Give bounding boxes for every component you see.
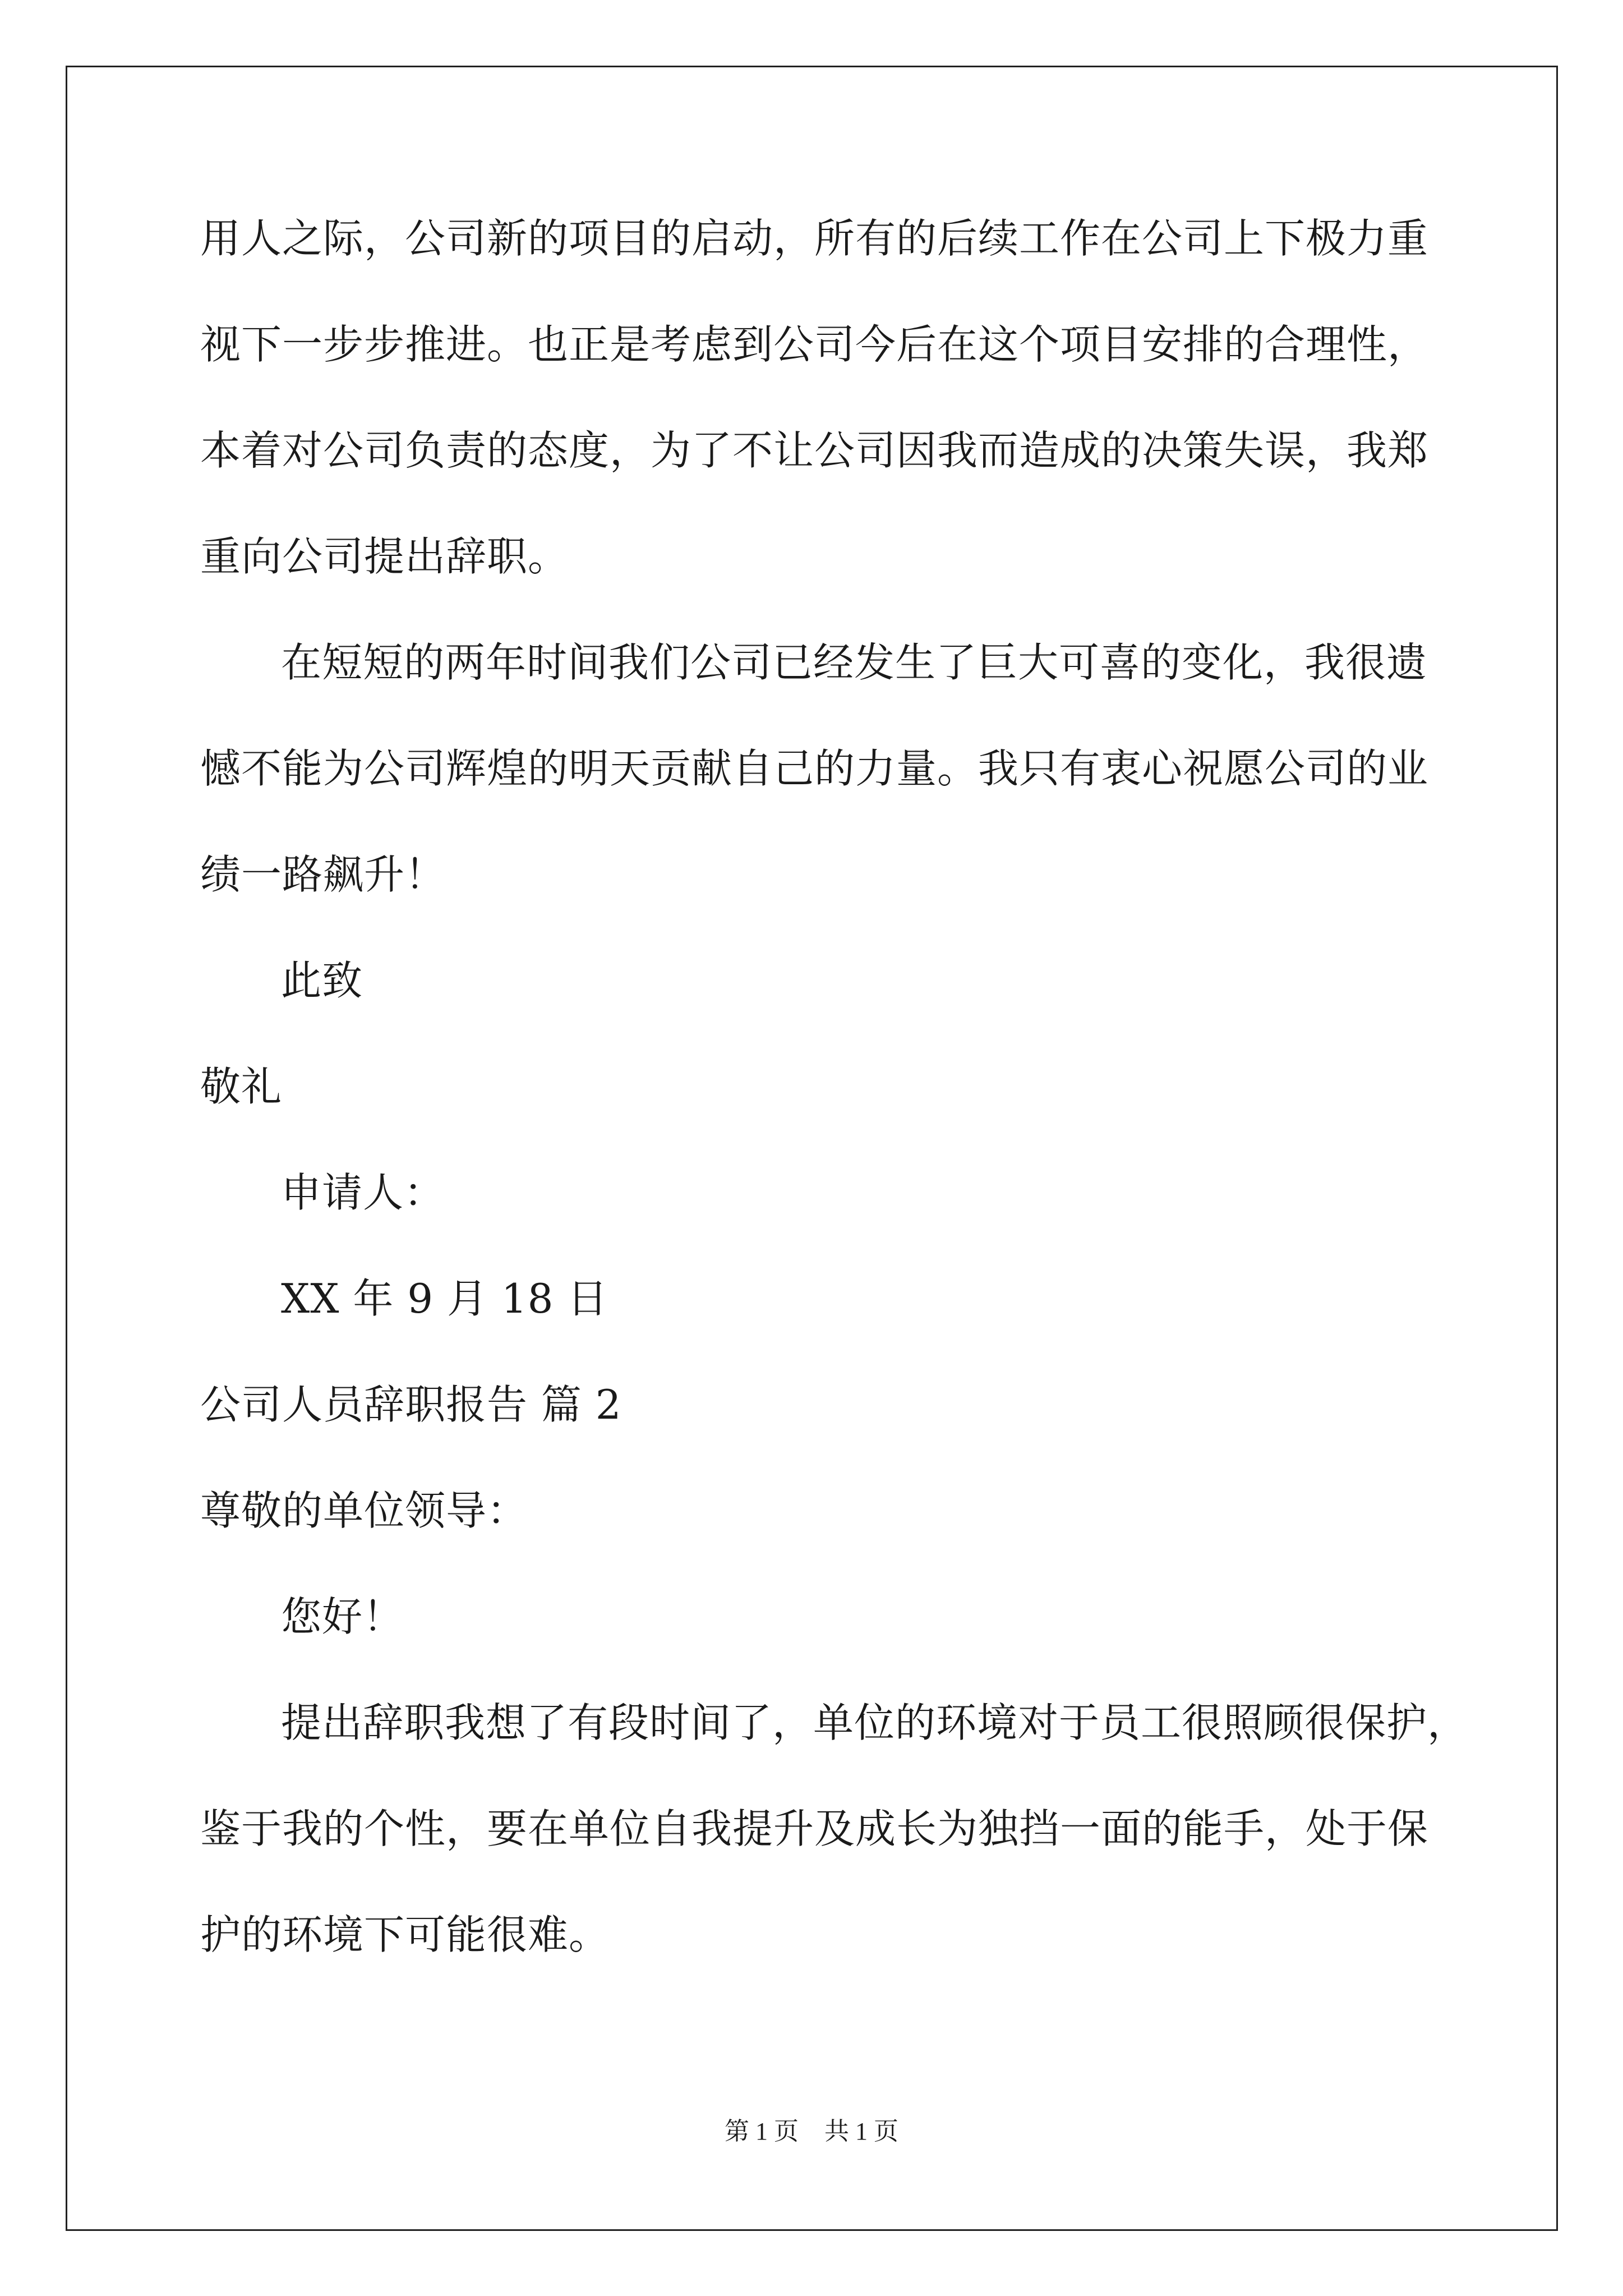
body-line: 护的环境下可能很难。: [200, 1911, 610, 1958]
body-line: 鉴于我的个性，要在单位自我提升及成长为独挡一面的能手，处于保: [200, 1805, 1429, 1852]
body-line: 本着对公司负责的态度，为了不让公司因我而造成的决策失误，我郑: [200, 427, 1429, 474]
recipient-greeting: 尊敬的单位领导：: [200, 1487, 528, 1534]
applicant-label: 申请人：: [281, 1169, 445, 1216]
body-line: 视下一步步推进。也正是考虑到公司今后在这个项目安排的合理性，: [200, 321, 1429, 368]
page-footer: [0, 2115, 1623, 2148]
page-number: 第 1 页: [725, 2118, 799, 2145]
paragraph-start-line: 提出辞职我想了有段时间了，单位的环境对于员工很照顾很保护，: [281, 1699, 1469, 1746]
page-total: 共 1 页: [824, 2118, 898, 2145]
section-heading: 公司人员辞职报告 篇 2: [200, 1381, 622, 1428]
closing-salutation: 此致: [281, 957, 363, 1004]
page-border: [66, 66, 1558, 2231]
paragraph-start-line: 在短短的两年时间我们公司已经发生了巨大可喜的变化，我很遗: [281, 639, 1428, 686]
body-line: 用人之际，公司新的项目的启动，所有的后续工作在公司上下极力重: [200, 215, 1429, 262]
hello-line: 您好！: [281, 1593, 404, 1640]
date-line: XX 年 9 月 18 日: [281, 1275, 608, 1322]
closing-respect: 敬礼: [200, 1063, 283, 1110]
body-line: 绩一路飙升！: [200, 851, 446, 898]
body-line: 重向公司提出辞职。: [200, 533, 569, 580]
body-line: 憾不能为公司辉煌的明天贡献自己的力量。我只有衷心祝愿公司的业: [200, 745, 1429, 792]
